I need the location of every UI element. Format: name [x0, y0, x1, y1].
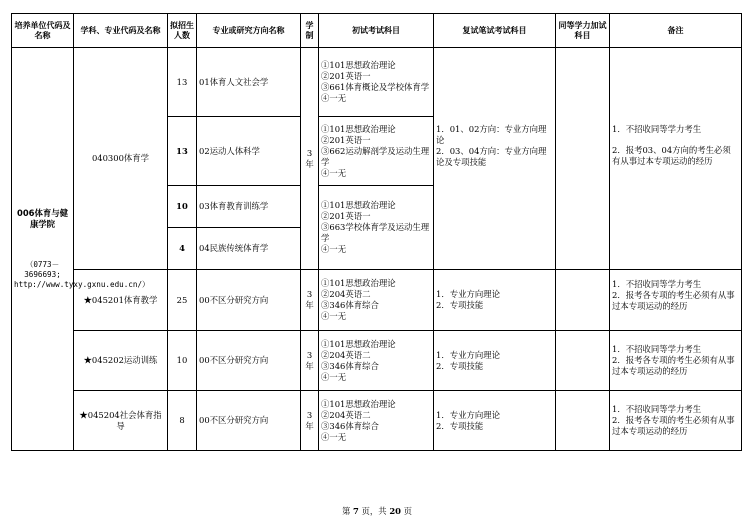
direction-cell: 04民族传统体育学: [197, 228, 301, 270]
subject-line: ③662运动解剖学及运动生理学: [321, 145, 430, 167]
subject-line: ①101思想政治理论: [321, 60, 396, 70]
retest-line: 2．专项技能: [436, 360, 484, 371]
retest-line: 1．专业方向理论: [436, 409, 500, 420]
remarks-line: 1．不招收同等学力考生: [612, 279, 702, 289]
subject-line: ①101思想政治理论: [321, 338, 396, 349]
header-equivalent: 同等学力加试科目: [556, 14, 610, 48]
subject-line: ②204英语二: [321, 409, 371, 420]
subject-line: ②204英语二: [321, 349, 371, 360]
total-page-number: 20: [389, 506, 401, 516]
retest-line: 1．01、02方向：专业方向理论: [436, 124, 547, 145]
initial-subjects-cell: [319, 331, 434, 391]
retest-cell: [434, 331, 556, 391]
subject-line: ③661体育概论及学校体育学: [321, 82, 430, 92]
remarks-line: 1．不招收同等学力考生: [612, 404, 702, 414]
direction-cell: 02运动人体科学: [197, 117, 301, 186]
quota-cell: 10: [168, 331, 197, 391]
system-cell: 3年: [301, 331, 319, 391]
initial-subjects-cell: [319, 270, 434, 331]
unit-name: 006体育与健康学院: [17, 208, 68, 229]
unit-contact: （0773－3696693; http://www.tyxy.gxnu.edu.cn/）: [14, 260, 150, 289]
system-cell: 3年: [301, 391, 319, 451]
remarks-cell: [610, 270, 742, 331]
footer-suffix: 页: [400, 506, 413, 516]
retest-cell: [434, 391, 556, 451]
subject-line: ①101思想政治理论: [321, 278, 396, 288]
quota-cell: 8: [168, 391, 197, 451]
footer-middle: 页，共: [358, 506, 390, 516]
retest-line: 2．03、04方向：专业方向理论及专项技能: [436, 146, 547, 167]
subject-line: ①101思想政治理论: [321, 200, 396, 210]
retest-line: 2．专项技能: [436, 300, 484, 310]
direction-cell: 03体育教育训练学: [197, 186, 301, 228]
equivalent-cell: [556, 331, 610, 391]
direction-cell: 00不区分研究方向: [197, 331, 301, 391]
header-initial: 初试考试科目: [319, 14, 434, 48]
initial-subjects-cell: [319, 391, 434, 451]
remarks-line: 2．报考03、04方向的考生必须有从事过本专项运动的经历: [612, 145, 731, 166]
quota-cell: 25: [168, 270, 197, 331]
subject-line: ④一无: [321, 244, 347, 254]
table-row: [12, 48, 742, 117]
direction-cell: 00不区分研究方向: [197, 270, 301, 331]
major-cell: ★045204社会体育指导: [74, 391, 168, 451]
subject-line: ②201英语一: [321, 211, 371, 221]
direction-cell: 00不区分研究方向: [197, 391, 301, 451]
header-system: 学制: [301, 14, 319, 48]
equivalent-cell: [556, 270, 610, 331]
quota-cell: 13: [168, 117, 197, 186]
system-cell: 3年: [301, 48, 319, 270]
current-page-number: 7: [353, 506, 359, 516]
major-cell: ★045201体育教学: [74, 270, 168, 331]
remarks-line: 1．不招收同等学力考生: [612, 124, 702, 134]
initial-subjects-cell: [319, 117, 434, 186]
subject-line: ③346体育综合: [321, 420, 379, 431]
header-row: [12, 14, 742, 48]
remarks-cell: [610, 391, 742, 451]
page-footer: [0, 505, 754, 517]
equivalent-cell: [556, 391, 610, 451]
table-row: [12, 270, 742, 331]
equivalent-cell: [556, 48, 610, 270]
remarks-line: 2．报考各专项的考生必须有从事过本专项运动的经历: [612, 290, 735, 311]
subject-line: ③663学校体育学及运动生理学: [321, 222, 430, 243]
system-cell: 3年: [301, 270, 319, 331]
subject-line: ④一无: [321, 371, 347, 382]
header-remarks: 备注: [610, 14, 742, 48]
retest-cell: [434, 48, 556, 270]
header-quota: 拟招生人数: [168, 14, 197, 48]
table-row: [12, 391, 742, 451]
subject-line: ②201英语一: [321, 71, 371, 81]
remarks-cell: [610, 331, 742, 391]
remarks-cell: [610, 48, 742, 270]
table-row: [12, 331, 742, 391]
subject-line: ③346体育综合: [321, 360, 379, 371]
remarks-line: 2．报考各专项的考生必须有从事过本专项运动的经历: [612, 355, 735, 376]
subject-line: ④一无: [321, 431, 347, 442]
header-major: 学科、专业代码及名称: [74, 14, 168, 48]
major-cell: 040300体育学: [74, 48, 168, 270]
subject-line: ①101思想政治理论: [321, 123, 396, 134]
subject-line: ②204英语二: [321, 289, 371, 299]
footer-prefix: 第: [341, 506, 354, 516]
major-cell: ★045202运动训练: [74, 331, 168, 391]
header-unit: 培养单位代码及名称: [12, 14, 74, 48]
subject-line: ②201英语一: [321, 134, 371, 145]
subject-line: ③346体育综合: [321, 300, 379, 310]
header-direction: 专业或研究方向名称: [197, 14, 301, 48]
subject-line: ①101思想政治理论: [321, 398, 396, 409]
enrollment-table: [11, 13, 742, 451]
direction-cell: 01体育人文社会学: [197, 48, 301, 117]
subject-line: ④一无: [321, 93, 347, 103]
subject-line: ④一无: [321, 311, 347, 321]
remarks-line: 2．报考各专项的考生必须有从事过本专项运动的经历: [612, 415, 735, 436]
retest-cell: [434, 270, 556, 331]
subject-line: ④一无: [321, 167, 347, 178]
retest-line: 1．专业方向理论: [436, 289, 500, 299]
header-retest: 复试笔试考试科目: [434, 14, 556, 48]
retest-line: 2．专项技能: [436, 420, 484, 431]
remarks-line: 1．不招收同等学力考生: [612, 344, 702, 354]
initial-subjects-cell: [319, 186, 434, 270]
quota-cell: 4: [168, 228, 197, 270]
initial-subjects-cell: [319, 48, 434, 117]
quota-cell: 13: [168, 48, 197, 117]
quota-cell: 10: [168, 186, 197, 228]
retest-line: 1．专业方向理论: [436, 349, 500, 360]
